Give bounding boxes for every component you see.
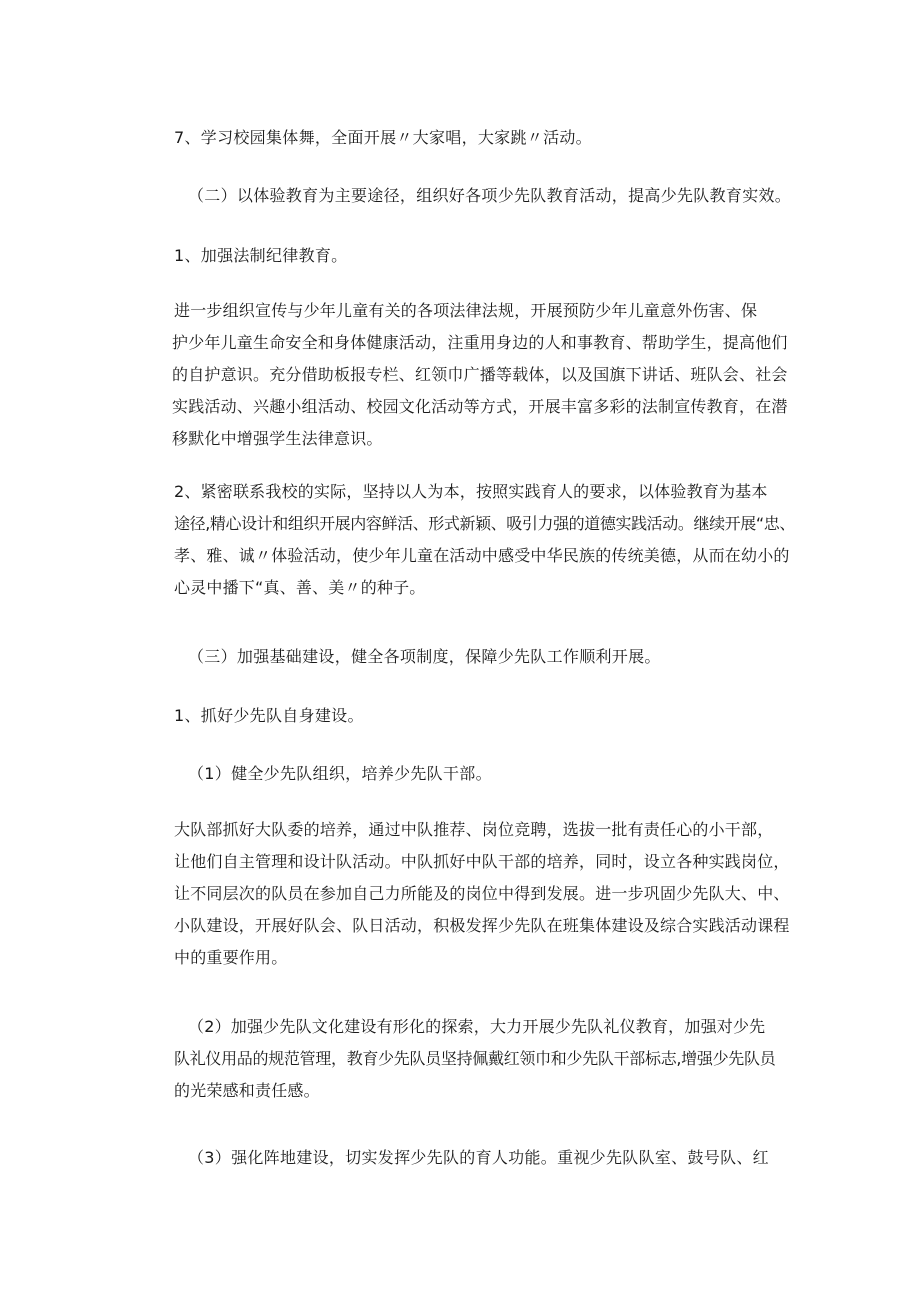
- section-heading-2: （二）以体验教育为主要途径，组织好各项少先队教育活动，提高少先队教育实效。: [188, 186, 792, 205]
- text-line: 心灵中播下“真、善、美〃的种子。: [174, 578, 426, 597]
- text-line: 进一步组织宣传与少年儿童有关的各项法律法规，开展预防少年儿童意外伤害、保: [174, 301, 758, 320]
- text-line: 的光荣感和责任感。: [174, 1081, 320, 1100]
- text-line: 孝、雅、诚〃体验活动，使少年儿童在活动中感受中华民族的传统美德，从而在幼小的: [174, 546, 790, 565]
- paragraph-item-2: [174, 476, 800, 604]
- sub-item-3: （3）强化阵地建设，切实发挥少先队的育人功能。重视少先队队室、鼓号队、红: [188, 1148, 769, 1167]
- text-line: 队礼仪用品的规范管理，教育少先队员坚持佩戴红领巾和少先队干部标志,增强少先队员: [174, 1049, 776, 1068]
- paragraph-brigade: [174, 814, 800, 974]
- text-line: 小队建设，开展好队会、队日活动，积极发挥少先队在班集体建设及综合实践活动课程: [174, 916, 790, 935]
- text-line: （2）加强少先队文化建设有形化的探索，大力开展少先队礼仪教育，加强对少先: [188, 1017, 766, 1036]
- text-line: 实践活动、兴趣小组活动、校园文化活动等方式，开展丰富多彩的法制宣传教育，在潜: [172, 397, 788, 416]
- paragraph-law-education: [174, 295, 800, 455]
- text-line: 大队部抓好大队委的培养，通过中队推荐、岗位竞聘，选拔一批有责任心的小干部，: [174, 820, 774, 839]
- text-line: 的自护意识。充分借助板报专栏、红领巾广播等载体，以及国旗下讲话、班队会、社会: [172, 365, 788, 384]
- text-line: 让不同层次的队员在参加自己力所能及的岗位中得到发展。进一步巩固少先队大、中、: [174, 884, 790, 903]
- sub-item-1: （1）健全少先队组织，培养少先队干部。: [188, 764, 492, 783]
- paragraph-item-7: 7、学习校园集体舞，全面开展〃大家唱，大家跳〃活动。: [174, 128, 592, 147]
- text-line: 中的重要作用。: [174, 948, 288, 967]
- paragraph-sub-item-2: [174, 1011, 800, 1107]
- text-line: 护少年儿童生命安全和身体健康活动，注重用身边的人和事教育、帮助学生，提高他们: [172, 333, 788, 352]
- text-line: 移默化中增强学生法律意识。: [172, 429, 383, 448]
- item-heading-law: 1、加强法制纪律教育。: [174, 246, 348, 265]
- section-heading-3: （三）加强基础建设，健全各项制度，保障少先队工作顺利开展。: [188, 647, 661, 666]
- text-line: 2、紧密联系我校的实际，坚持以人为本，按照实践育人的要求，以体验教育为基本: [174, 482, 768, 501]
- text-line: 途径,精心设计和组织开展内容鲜活、形式新颖、吸引力强的道德实践活动。继续开展“忠、: [174, 514, 795, 533]
- text-line: 让他们自主管理和设计队活动。中队抓好中队干部的培养，同时，设立各种实践岗位，: [174, 852, 790, 871]
- item-heading-self-building: 1、抓好少先队自身建设。: [174, 706, 364, 725]
